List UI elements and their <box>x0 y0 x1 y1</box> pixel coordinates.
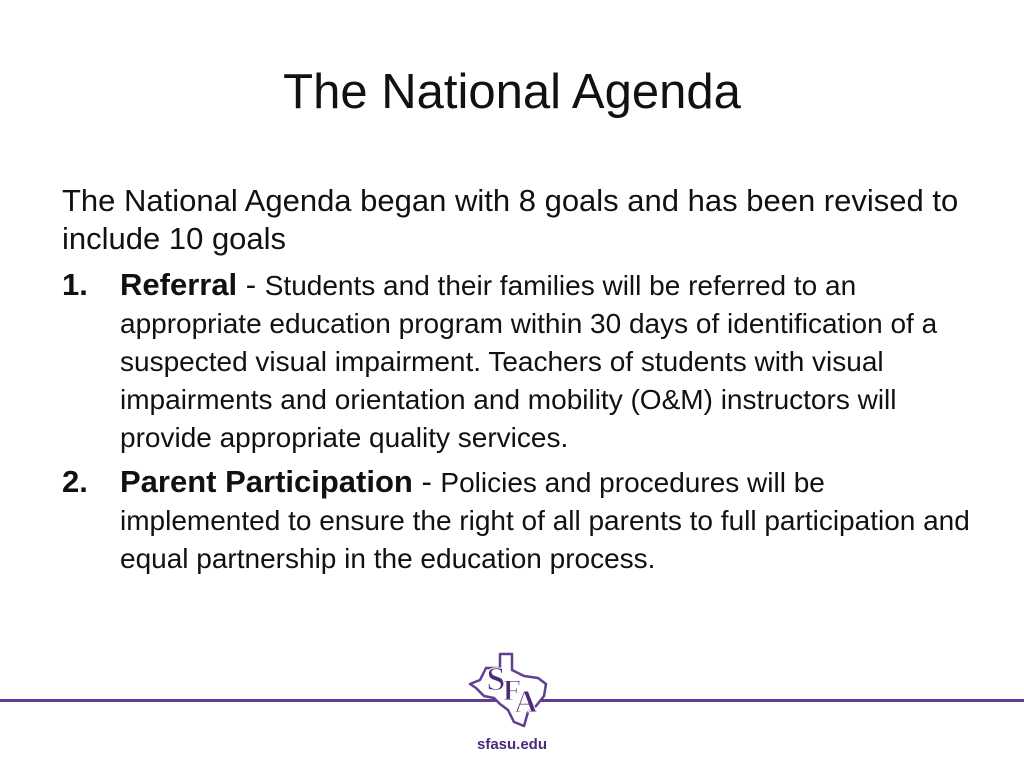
slide-body <box>62 182 982 584</box>
item-term: Parent Participation <box>120 464 413 499</box>
item-number: 2. <box>62 464 88 499</box>
item-description: Policies and procedures will be implemented to ensure the right of all parents to full participation and equal partnership in the education process. <box>120 467 970 574</box>
intro-text: The National Agenda began with 8 goals and has been revised to include 10 goals <box>62 183 959 256</box>
sfa-logo-icon <box>466 650 558 732</box>
slide-title: The National Agenda <box>283 65 741 119</box>
item-separator: - <box>412 464 441 499</box>
list-item <box>62 463 982 578</box>
item-number: 1. <box>62 267 88 302</box>
svg-text:F: F <box>502 674 522 707</box>
item-description: Students and their families will be referred to an appropriate education program within 30 days of identification of a suspected visual impairment. Teachers of students with visual impairments and orientation and mobility (O&M) instructors will provide appropriate quality services. <box>120 270 938 453</box>
item-term: Referral <box>120 267 238 302</box>
svg-text:A: A <box>514 683 538 719</box>
list-item <box>62 266 982 457</box>
item-separator: - <box>237 267 265 302</box>
svg-text:S: S <box>486 661 506 698</box>
website-label: sfasu.edu <box>476 736 548 753</box>
